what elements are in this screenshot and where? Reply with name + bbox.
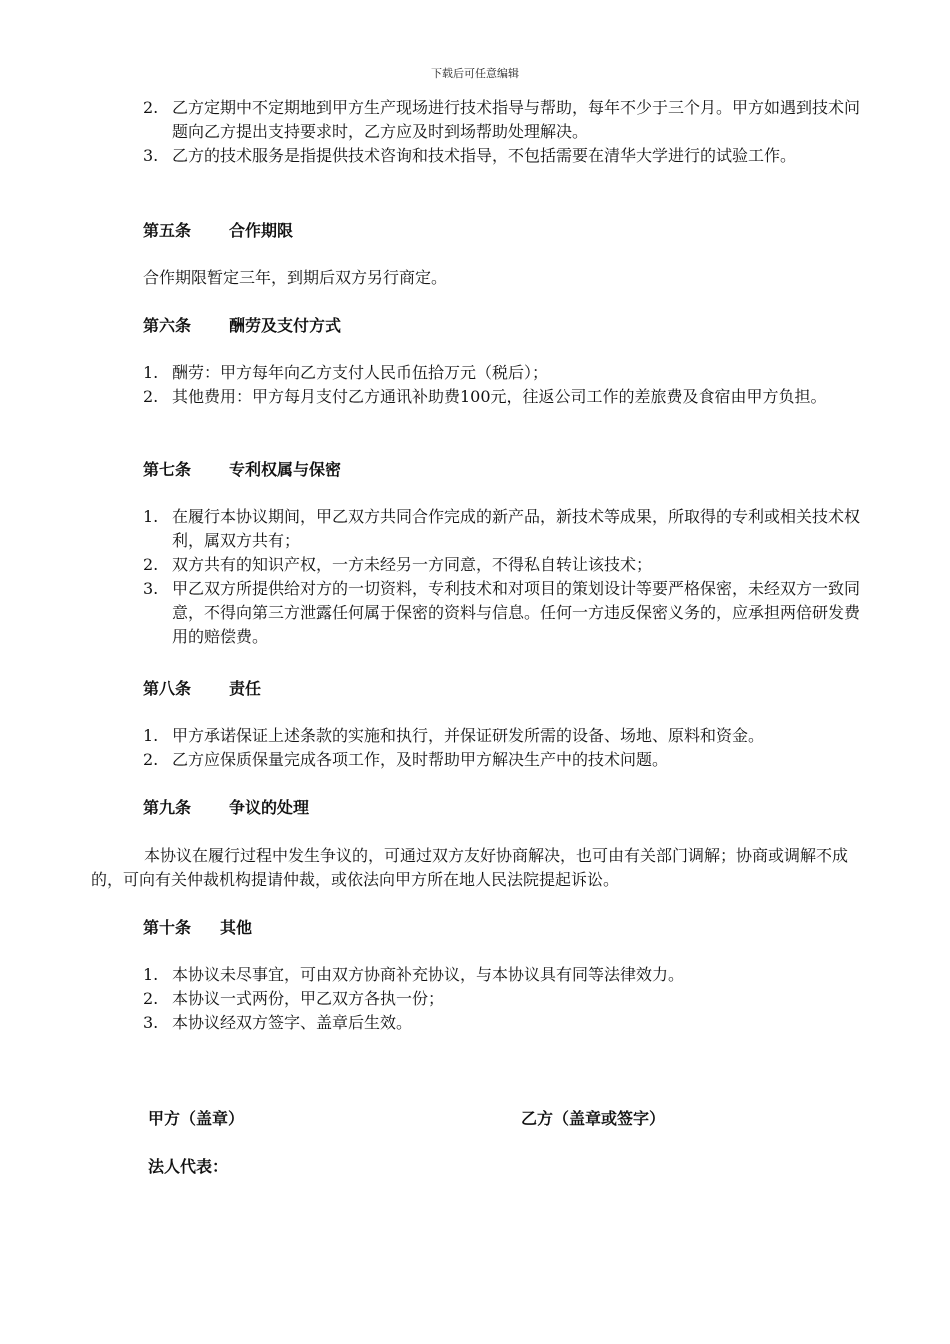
- list-item: [143, 1011, 875, 1035]
- article-label: 第十条: [143, 918, 192, 937]
- item-number: 2.: [143, 555, 159, 574]
- article-8-heading: [143, 677, 261, 701]
- article-5-heading: [143, 219, 293, 243]
- party-a-seal-label: 甲方（盖章）: [148, 1109, 245, 1128]
- list-item: [143, 505, 875, 553]
- item-text: 乙方应保质保量完成各项工作，及时帮助甲方解决生产中的技术问题。: [172, 750, 669, 769]
- item-text: 本协议一式两份，甲乙双方各执一份；: [172, 989, 445, 1008]
- item-text: 其他费用：甲方每月支付乙方通讯补助费100元，往返公司工作的差旅费及食宿由甲方负担。: [172, 387, 827, 406]
- item-number: 3.: [143, 579, 159, 598]
- item-number: 2.: [143, 387, 159, 406]
- item-text: 乙方的技术服务是指提供技术咨询和技术指导，不包括需要在清华大学进行的试验工作。: [172, 146, 797, 165]
- article-title: 专利权属与保密: [229, 460, 342, 479]
- list-item: [143, 577, 875, 649]
- article-4-list: [143, 96, 875, 168]
- list-item: [143, 361, 875, 385]
- article-title: 争议的处理: [229, 798, 310, 817]
- item-text: 双方共有的知识产权，一方未经另一方同意，不得私自转让该技术；: [172, 555, 653, 574]
- page-header: 下载后可任意编辑: [431, 67, 519, 80]
- list-item: [143, 144, 875, 168]
- article-title: 合作期限: [229, 221, 294, 240]
- item-number: 3.: [143, 146, 159, 165]
- article-9-heading: [143, 796, 309, 820]
- list-item: [143, 724, 875, 748]
- article-8-list: [143, 724, 875, 772]
- item-number: 2.: [143, 989, 159, 1008]
- article-title: 责任: [229, 679, 262, 698]
- item-number: 2.: [143, 98, 159, 117]
- article-label: 第六条: [143, 316, 192, 335]
- legal-representative-label: 法人代表：: [148, 1157, 229, 1176]
- party-b-seal-label: 乙方（盖章或签字）: [521, 1109, 666, 1128]
- list-item: [143, 96, 875, 144]
- list-item: [143, 987, 875, 1011]
- article-title: 酬劳及支付方式: [229, 316, 342, 335]
- article-6-list: [143, 361, 875, 409]
- list-item: [143, 553, 875, 577]
- item-number: 2.: [143, 750, 159, 769]
- item-number: 1.: [143, 965, 159, 984]
- article-10-list: [143, 963, 875, 1035]
- item-text: 本协议未尽事宜，可由双方协商补充协议，与本协议具有同等法律效力。: [172, 965, 685, 984]
- item-text: 酬劳：甲方每年向乙方支付人民币伍拾万元（税后）；: [172, 363, 549, 382]
- item-text: 甲乙双方所提供给对方的一切资料，专利技术和对项目的策划设计等要严格保密，未经双方一致同意，不得向第三方泄露任何属于保密的资料与信息。任何一方违反保密义务的，应承担两倍研发费用的赔偿费。: [172, 579, 861, 646]
- list-item: [143, 385, 875, 409]
- article-10-heading: [143, 916, 252, 940]
- article-9-body: 本协议在履行过程中发生争议的，可通过双方友好协商解决，也可由有关部门调解；协商或调解不成的，可向有关仲裁机构提请仲裁，或依法向甲方所在地人民法院提起诉讼。: [91, 846, 849, 889]
- list-item: [143, 963, 875, 987]
- article-label: 第九条: [143, 798, 192, 817]
- article-7-heading: [143, 458, 341, 482]
- list-item: [143, 748, 875, 772]
- article-label: 第七条: [143, 460, 192, 479]
- article-label: 第五条: [143, 221, 192, 240]
- item-text: 甲方承诺保证上述条款的实施和执行，并保证研发所需的设备、场地、原料和资金。: [172, 726, 765, 745]
- article-7-list: [143, 505, 875, 649]
- item-number: 1.: [143, 726, 159, 745]
- item-number: 3.: [143, 1013, 159, 1032]
- item-text: 在履行本协议期间，甲乙双方共同合作完成的新产品，新技术等成果，所取得的专利或相关技术权利，属双方共有；: [172, 507, 861, 550]
- article-6-heading: [143, 314, 341, 338]
- item-text: 本协议经双方签字、盖章后生效。: [172, 1013, 413, 1032]
- article-title: 其他: [220, 918, 253, 937]
- article-5-body: 合作期限暂定三年，到期后双方另行商定。: [143, 268, 448, 287]
- item-number: 1.: [143, 363, 159, 382]
- item-number: 1.: [143, 507, 159, 526]
- article-label: 第八条: [143, 679, 192, 698]
- item-text: 乙方定期中不定期地到甲方生产现场进行技术指导与帮助，每年不少于三个月。甲方如遇到技术问题向乙方提出支持要求时，乙方应及时到场帮助处理解决。: [172, 98, 861, 141]
